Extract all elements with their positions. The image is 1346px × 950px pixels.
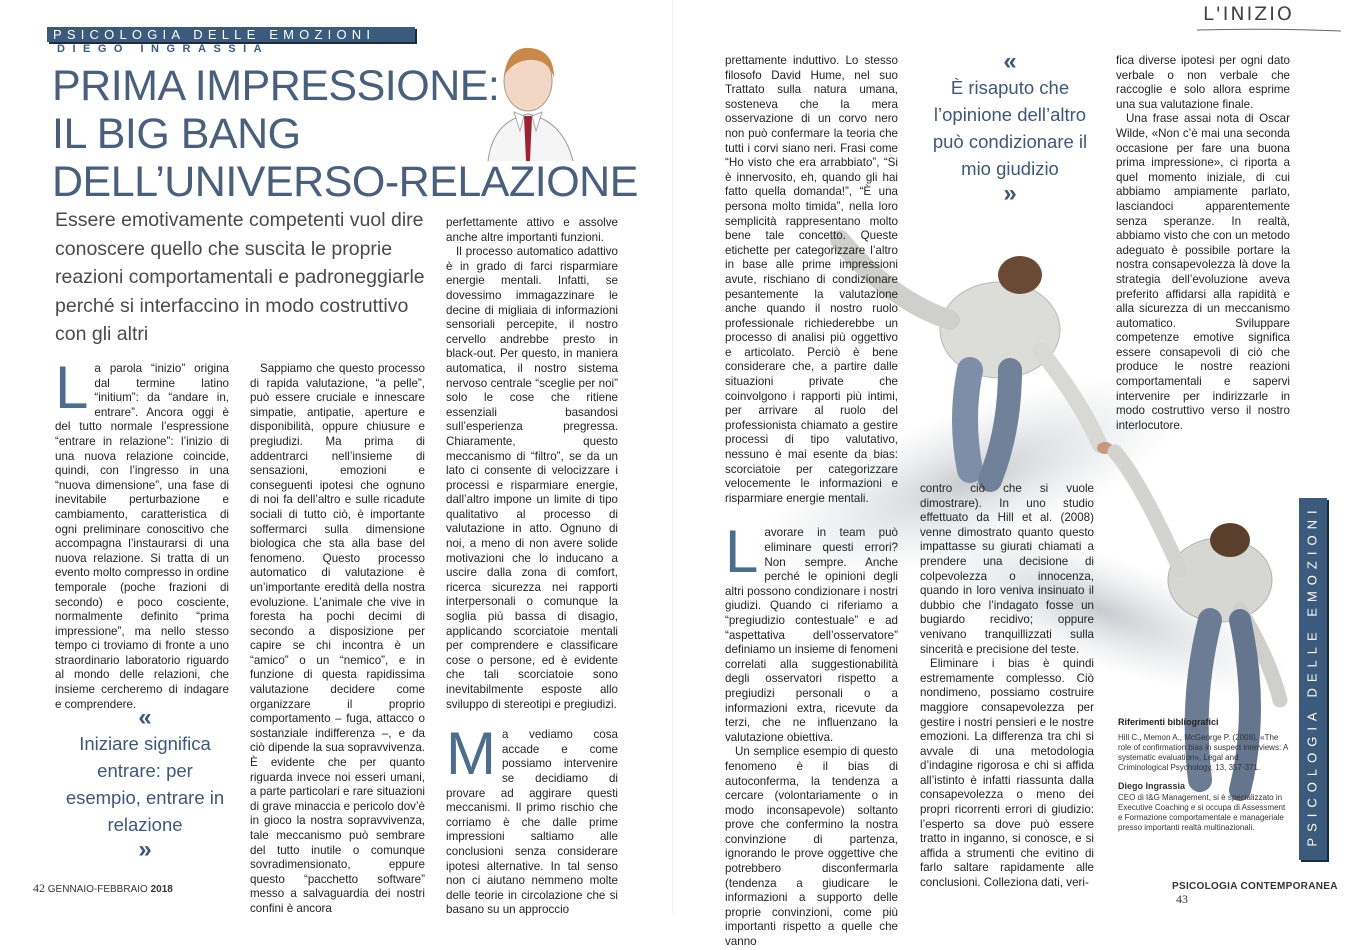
paragraph: contro ciò che si vuole dimostrare). In uno studio effettuato da Hill et al. (2008) venne dimostrato quanto questo impattasse su giurati chiamati a prendere una decisione di colpevolezza o innocenza, quando in loro veniva insinuato il dubbio che l’indagato fosse un bugiardo recidivo; oppure venivano tranquillizzati sulla sincerità e precisione del teste.	[920, 482, 1094, 656]
article-title	[52, 62, 638, 206]
quote-close-mark: »	[1003, 180, 1017, 207]
title-line-2: IL BIG BANG	[52, 110, 301, 158]
quote-open-mark: «	[1003, 48, 1017, 75]
vertical-section-label: PSICOLOGIA DELLE EMOZIONI	[1304, 504, 1320, 847]
paragraph: Sappiamo che questo processo di rapida valutazione, “a pelle”, può essere cruciale e innescare simpatie, antipatie, aperture e disponibilità, oppure chiusure e pregiudizi. Ma prima di addentrarci nell’insieme di sensazioni, emozioni e conseguenti ipotesi che ognuno di noi fa dell’altro e sulle ricadute sociali di tutto ciò, è importante soffermarci sulla dimensione biologica che sta alla base del fenomeno. Questo processo automatico di valutazione è un’importante eredità della nostra evoluzione. L’animale che vive in foresta ha pochi decimi di secondo a disposizione per capire se chi incontra è un “amico” o un “nemico”, e in funzione di questa rapidissima valutazione decidere come organizzare il proprio comportamento – fuga, attacco o sostanziale indifferenza –, e da ciò dipende la sua sopravvivenza. È evidente che per quanto riguarda invece noi esseri umani, a parte particolari e rare situazioni di grave minaccia e pericolo dov’è in gioco la nostra sopravvivenza, tale meccanismo può sembrare del tutto inutile o comunque sovradimensionato, eppure questo “pacchetto software” messo a salvaguardia dei nostri confini è ancora	[250, 362, 425, 915]
paragraph: fica diverse ipotesi per ogni dato verbale o non verbale che raccoglie e solo allora esprime una sua valutazione finale.	[1116, 54, 1290, 111]
page-gutter	[672, 0, 674, 913]
author-byline: DIEGO INGRASSIA	[57, 43, 270, 55]
column-5	[920, 482, 1094, 891]
paragraph: Una frase assai nota di Oscar Wilde, «Non c’è mai una seconda occasione per fare una buona prima impressione», ci riporta a quel momento iniziale, di cui abbiamo ampiamente parlato, lasciandoci apparentemente senza speranze. In realtà, abbiamo visto che con un metodo adeguato è possibile portare la nostra consapevolezza là dove la strategia dell’evoluzione aveva preferito affidarsi alla rapidità e alla sicurezza di un meccanismo automatico. Sviluppare competenze emotive significa essere consapevoli di ciò che produce le nostre reazioni comportamentali e sapervi intervenire per indirizzarle in modo costruttivo verso il nostro interlocutore.	[1116, 112, 1290, 432]
column-1	[55, 354, 229, 712]
pull-quote-text: È risaputo che l’opinione dell’altro può condizionare il mio giudizio	[932, 77, 1088, 179]
title-line-3: DELL’UNIVERSO-RELAZIONE	[52, 158, 638, 206]
pull-quote-text: Iniziare significa entrare: per esempio, entrare in relazione	[65, 733, 225, 835]
column-6	[1116, 54, 1290, 433]
quote-open-mark: «	[138, 704, 152, 731]
pull-quote-right	[925, 50, 1095, 206]
quote-close-mark: »	[138, 836, 152, 863]
page-number-left: 42	[33, 881, 45, 895]
drop-cap-l: L	[55, 354, 89, 421]
column-4	[725, 54, 898, 950]
column-3	[446, 216, 618, 918]
section-tag: L'INIZIO	[1203, 3, 1294, 25]
paragraph: Il processo automatico adattivo è in grado di farci risparmiare energie mentali. Infatti, se dovessimo immagazzinare le decine di migliaia di informazioni sensoriali percepite, il nostro cervello andrebbe presto in black-out. Per questo, in maniera automatica, il nostro sistema nervoso centrale “sceglie per noi” solo le cose che ritiene essenziali basandosi sull’esperienza pregressa. Chiaramente, questo meccanismo di “filtro”, se da un lato ci consente di velocizzare i processi e risparmiare energie, dall’altro impone un limite di tipo qualitativo al processo di valutazione in atto. Ognuno di noi, a meno di non avere solide motivazioni che lo inducano a uscire dalla zona di comfort, ricerca sicurezza nei rapporti interpersonali o comunque la soglia più bassa di disagio, applicando scorciatoie mentali per comprendere e classificare cose o persone, ed è evidente che tali scorciatoie sono inevitabilmente esposte allo sviluppo di stereotipi e pregiudizi.	[446, 245, 618, 711]
title-line-1: PRIMA IMPRESSIONE:	[52, 62, 500, 110]
paragraph: Un semplice esempio di questo fenomeno è il bias di autoconferma, la tendenza a cercare (volontariamente o in modo inconsapevole) soltanto prove che confermino la nostra convinzione di partenza, ignorando le prove oggettive che potrebbero disconfermarla (tendenza a giudicare le informazioni a supporto delle proprie convinzioni, come più importanti rispetto a quelle che vanno	[725, 745, 898, 949]
section-rubric: PSICOLOGIA DELLE EMOZIONI	[47, 27, 415, 42]
page-number-right: 43	[1176, 892, 1188, 906]
issue-year: 2018	[150, 884, 173, 895]
bio-text: CEO di I&G Management, si è specializzato in Executive Coaching e si occupa di Assessment e Formazione comportamentale e manageriale presso importanti realtà multinazionali.	[1118, 793, 1286, 832]
paragraph: perfettamente attivo e assolve anche altre importanti funzioni.	[446, 216, 618, 244]
bibliography-reference: Hill C., Memon A., McGeorge P. (2008). «The role of confirmation bias in suspect interviews: A systematic evaluation», Legal and Criminological Psychology, 13, 357-371.	[1118, 733, 1288, 772]
magazine-name: PSICOLOGIA CONTEMPORANEA	[1172, 881, 1338, 892]
issue-date: GENNAIO-FEBBRAIO	[47, 884, 148, 895]
paragraph: a vediamo cosa accade e come possiamo intervenire se decidiamo di provare ad aggirare questi meccanismi. Il primo rischio che corriamo è che dalle prime impressioni saltiamo alle conclusioni senza considerare ipotesi alternative. In tal senso non ci aiutano nemmeno molte delle teorie in circolazione che si basano su un approccio	[446, 728, 618, 917]
footer-right	[1172, 881, 1346, 907]
paragraph: avorare in team può eliminare questi errori? Non sempre. Anche perché le opinioni degli altri possono condizionare i nostri giudizi. Quando ci riferiamo a “pregiudizio contestuale” e ad “aspettativa dell’osservatore” definiamo un insieme di fenomeni correlati alla suggestionabilità degli osservatori rispetto a pregiudizi personali o a informazioni extra, ricevute da terzi, che ne influenzano la valutazione obiettiva.	[725, 526, 898, 744]
paragraph: Eliminare i bias è quindi estremamente complesso. Ciò nondimeno, possiamo costruire maggiore consapevolezza per gestire i nostri pensieri e le nostre emozioni. La differenza tra chi si avvale di una metodologia d’indagine rigorosa e chi si affida all’istinto è infatti riassunta dalla consapevolezza o meno dei propri ricorrenti errori di giudizio: l’esperto sa dove può essere tratto in inganno, si conosce, e si affida a strumenti che evitino di farlo saltare rapidamente alle conclusioni. Colleziona dati, veri-	[920, 657, 1094, 890]
bio-author-name: Diego Ingrassia	[1118, 781, 1186, 791]
bibliography-box	[1118, 717, 1290, 833]
vertical-section-band	[1299, 498, 1327, 860]
footer-left	[33, 881, 173, 896]
pull-quote-left	[60, 706, 230, 862]
drop-cap-l2: L	[725, 518, 759, 586]
bibliography-heading: Riferimenti bibliografici	[1118, 717, 1219, 727]
column-2	[250, 362, 425, 917]
paragraph: prettamente induttivo. Lo stesso filosofo David Hume, nel suo Trattato sulla natura umana, sosteneva che la mera osservazione di un corvo nero non può confermare la teoria che tutti i corvi siano neri. Frasi come “Ho visto che era arrabbiato”, “Si è innervosito, eh, quando gli hai fatto quella domanda!”, “È una persona molto timida”, nella loro semplicità rappresentano molto bene tale concetto. Queste etichette per categorizzare l’altro in base alle prime impressioni avute, rischiano di condizionare pesantemente la valutazione anche quando il nostro ruolo professionale richiederebbe un processo di analisi più oggettivo e articolato. Perciò è bene considerare che, a partire dalle situazioni private che coinvolgono i rapporti più intimi, per arrivare al ruolo del professionista chiamato a gestire processi di tipo valutativo, nessuno è mai esente da bias: scorciatoie per categorizzare velocemente le informazioni e risparmiare energie mentali.	[725, 54, 898, 505]
section-tag-underline	[1195, 26, 1345, 34]
article-lead: Essere emotivamente competenti vuol dire conoscere quello che suscita le proprie reazioni comportamentali e padroneggiarle perché si interfaccino in modo costruttivo con gli altri	[55, 209, 425, 345]
paragraph: a parola “inizio” origina dal termine latino “initium”: da “andare in, entrare”. Ancora oggi è del tutto normale l’espressione “entrare in relazione”: l’inizio di una nuova relazione coincide, quindi, con l’ingresso in una “nuova dimensione”, una fase di inevitabile perturbazione e cambiamento, caratteristica di ogni preliminare conoscitivo che accompagna l’instaurarsi di una nuova relazione. Si tratta di un evento molto compresso in ordine temporale (poche frazioni di secondo) e poco cosciente, normalmente definito “prima impressione”, ma nello stesso tempo ci troviamo di fronte a uno straordinario laboratorio riguardo al mondo delle relazioni, che insieme cercheremo di indagare e comprendere.	[55, 362, 229, 711]
drop-cap-m: M	[446, 720, 496, 788]
